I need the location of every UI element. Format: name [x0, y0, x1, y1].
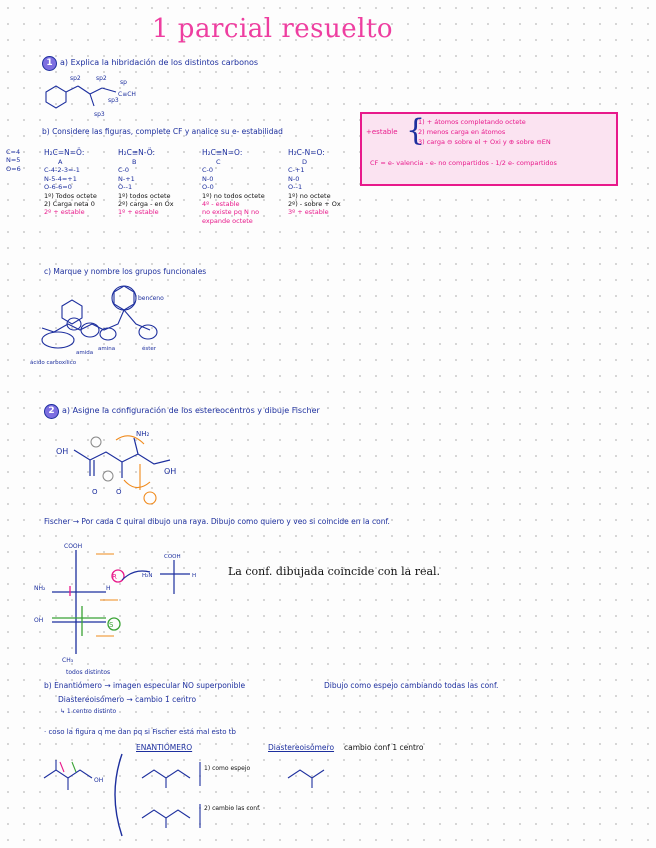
formal-charge-formula: CF = e- valencia - e- no compartidos - 1/2 e- compartidos [370, 159, 557, 167]
enantio-note-2: 2) cambio las conf. [204, 805, 261, 812]
q1-a-molecule [36, 70, 146, 120]
analysis-note: 1º) todos octete [118, 191, 171, 200]
fischer-label-oh: OH [34, 617, 44, 624]
analysis-note: 1º) Todos octete [44, 191, 97, 200]
q1-a-label: a) Explica la hibridación de los distintos carbonos [60, 58, 259, 67]
box-rule-1: 1) + átomos completando octete [418, 118, 526, 126]
charge-line: O-0 [202, 183, 214, 192]
fischer-label-r: R [112, 573, 117, 581]
fischer-label-s: S [109, 621, 114, 629]
q2-a-molecule [54, 420, 194, 510]
fischer-label-ch3: CH₃ [62, 657, 74, 664]
structure-d [288, 148, 341, 217]
structure-formula: H₂C-N=O: [288, 148, 325, 157]
group-label: éster [142, 346, 157, 352]
charge-line: C-4-2-3=-1 [44, 166, 80, 175]
structure-c [202, 148, 286, 225]
svg-text:OH: OH [164, 467, 177, 476]
structure-a [44, 148, 97, 217]
charge-line: N-0 [288, 174, 300, 183]
diastereo-sub: ↳ 1 centro distinto [60, 708, 117, 715]
fischer-projection [30, 540, 230, 664]
question-1-badge: 1 [42, 56, 57, 71]
enantio-heading: ENANTIÓMERO [136, 743, 193, 752]
valence-note: N=5 [6, 156, 21, 165]
svg-text:NH₂: NH₂ [136, 430, 150, 438]
q2-b-right: Dibujo como espejo cambiando todas las conf. [324, 681, 499, 690]
q1-a-mark-2: sp [120, 79, 127, 86]
svg-text:O: O [92, 488, 98, 496]
structure-b [118, 148, 174, 217]
fischer-label-h: H [106, 585, 111, 592]
fischer-note: Fischer → Por cada C quiral dibujo una raya. Dibujo como quiero y veo si coincide en la conf. [44, 517, 390, 526]
structure-letter: B [132, 157, 137, 166]
fischer-small-h: H [192, 573, 197, 579]
q1-a-mark-0: sp3 [108, 97, 119, 104]
valence-notes [6, 148, 21, 173]
group-label: ácido carboxílico [30, 360, 77, 366]
group-label: amina [98, 346, 116, 352]
q1-a-mark-1: sp2 [96, 75, 107, 82]
fischer-label-nh2: NH₂ [34, 585, 46, 592]
q2-b-label: b) Enantiómero → imagen especular NO superponible [44, 681, 246, 690]
charge-line: C-0 [118, 166, 130, 175]
q1-c-label: c) Marque y nombre los grupos funcionales [44, 267, 207, 276]
enantiomer-drawings [42, 748, 332, 840]
stability-rank: 2º + estable [44, 208, 85, 217]
box-brace: { [406, 113, 426, 148]
structure-formula: H₂C≡N=O: [202, 148, 243, 157]
analysis-note: 2º) carga - en Ox [118, 199, 174, 208]
group-label: benceno [138, 295, 164, 302]
valence-note: C=4 [6, 148, 21, 156]
stability-rank: 4º - estable [202, 199, 240, 208]
charge-line: O--1 [288, 183, 303, 192]
stability-rules-box [360, 112, 618, 186]
page-title: 1 parcial resuelto [152, 14, 394, 44]
stability-rank: 1º + estable [118, 208, 159, 217]
q1-c-molecule [28, 284, 178, 372]
charge-line: N-+1 [118, 174, 135, 183]
structure-formula: H₂C≡N-Ö: [118, 148, 155, 157]
q1-a-mark-4: sp3 [94, 111, 105, 118]
diastereo-heading: Diastereoisómero [268, 743, 335, 752]
charge-line: C-0 [202, 166, 214, 175]
charge-line: N-0 [202, 174, 214, 183]
q2-a-label: a) Asigne la configuración de los estereocentros y dibuje Fischer [62, 406, 320, 415]
question-2-badge: 2 [44, 404, 59, 419]
structure-letter: A [58, 157, 63, 166]
diastereo-text: cambio conf 1 centro [344, 743, 424, 752]
analysis-note: 1º) no todos octete [202, 191, 265, 200]
structure-letter: C [216, 157, 221, 166]
svg-text:OH: OH [56, 447, 69, 456]
valence-note: O=6 [6, 164, 21, 173]
svg-text:OH: OH [94, 777, 104, 784]
analysis-note: 1º) no octete [288, 191, 331, 200]
structure-letter: D [302, 157, 308, 166]
stability-rank: 3º + estable [288, 208, 329, 217]
fischer-small-h2n: H₂N [142, 573, 153, 579]
q1-a-mark-5: sp2 [70, 75, 81, 82]
figure-note: · coso la figura q me dan pq si Fischer está mal esto tb [44, 728, 236, 736]
box-rule-3: 3) carga ⊖ sobre el + Oxi y ⊕ sobre ⊖EN [418, 138, 551, 146]
todos-distintos-note: todos distintos [66, 669, 111, 676]
q1-a-mark-3: C≡CH [118, 91, 136, 98]
charge-line: N-5-4=+1 [44, 174, 77, 183]
charge-line: C-+1 [288, 166, 305, 175]
structure-formula: H₂C=N=Ö: [44, 148, 85, 157]
charge-line: O--1 [118, 183, 133, 192]
analysis-note: 2º) - sobre + Ox [288, 199, 341, 208]
stability-note: no existe pq N no expande octete [202, 208, 260, 225]
diastereo-def: Diastereoisómero → cambio 1 centro [58, 695, 197, 704]
charge-line: O-6-6=0 [44, 183, 72, 192]
fischer-label-cooh: COOH [64, 543, 83, 550]
svg-text:O: O [116, 488, 122, 496]
group-label: amida [76, 350, 94, 356]
enantio-note-1: 1) como espejo [204, 765, 251, 772]
box-lead: +estable [366, 128, 398, 136]
box-rule-2: 2) menos carga en átomos [418, 128, 506, 136]
fischer-conclusion: La conf. dibujada coincide con la real. [228, 565, 441, 578]
fischer-small-cooh: COOH [164, 554, 181, 560]
q1-b-label: b) Considere las figuras, complete CF y analice su e- estabilidad [42, 127, 283, 136]
analysis-note: 2) Carga neta 0 [44, 199, 95, 208]
